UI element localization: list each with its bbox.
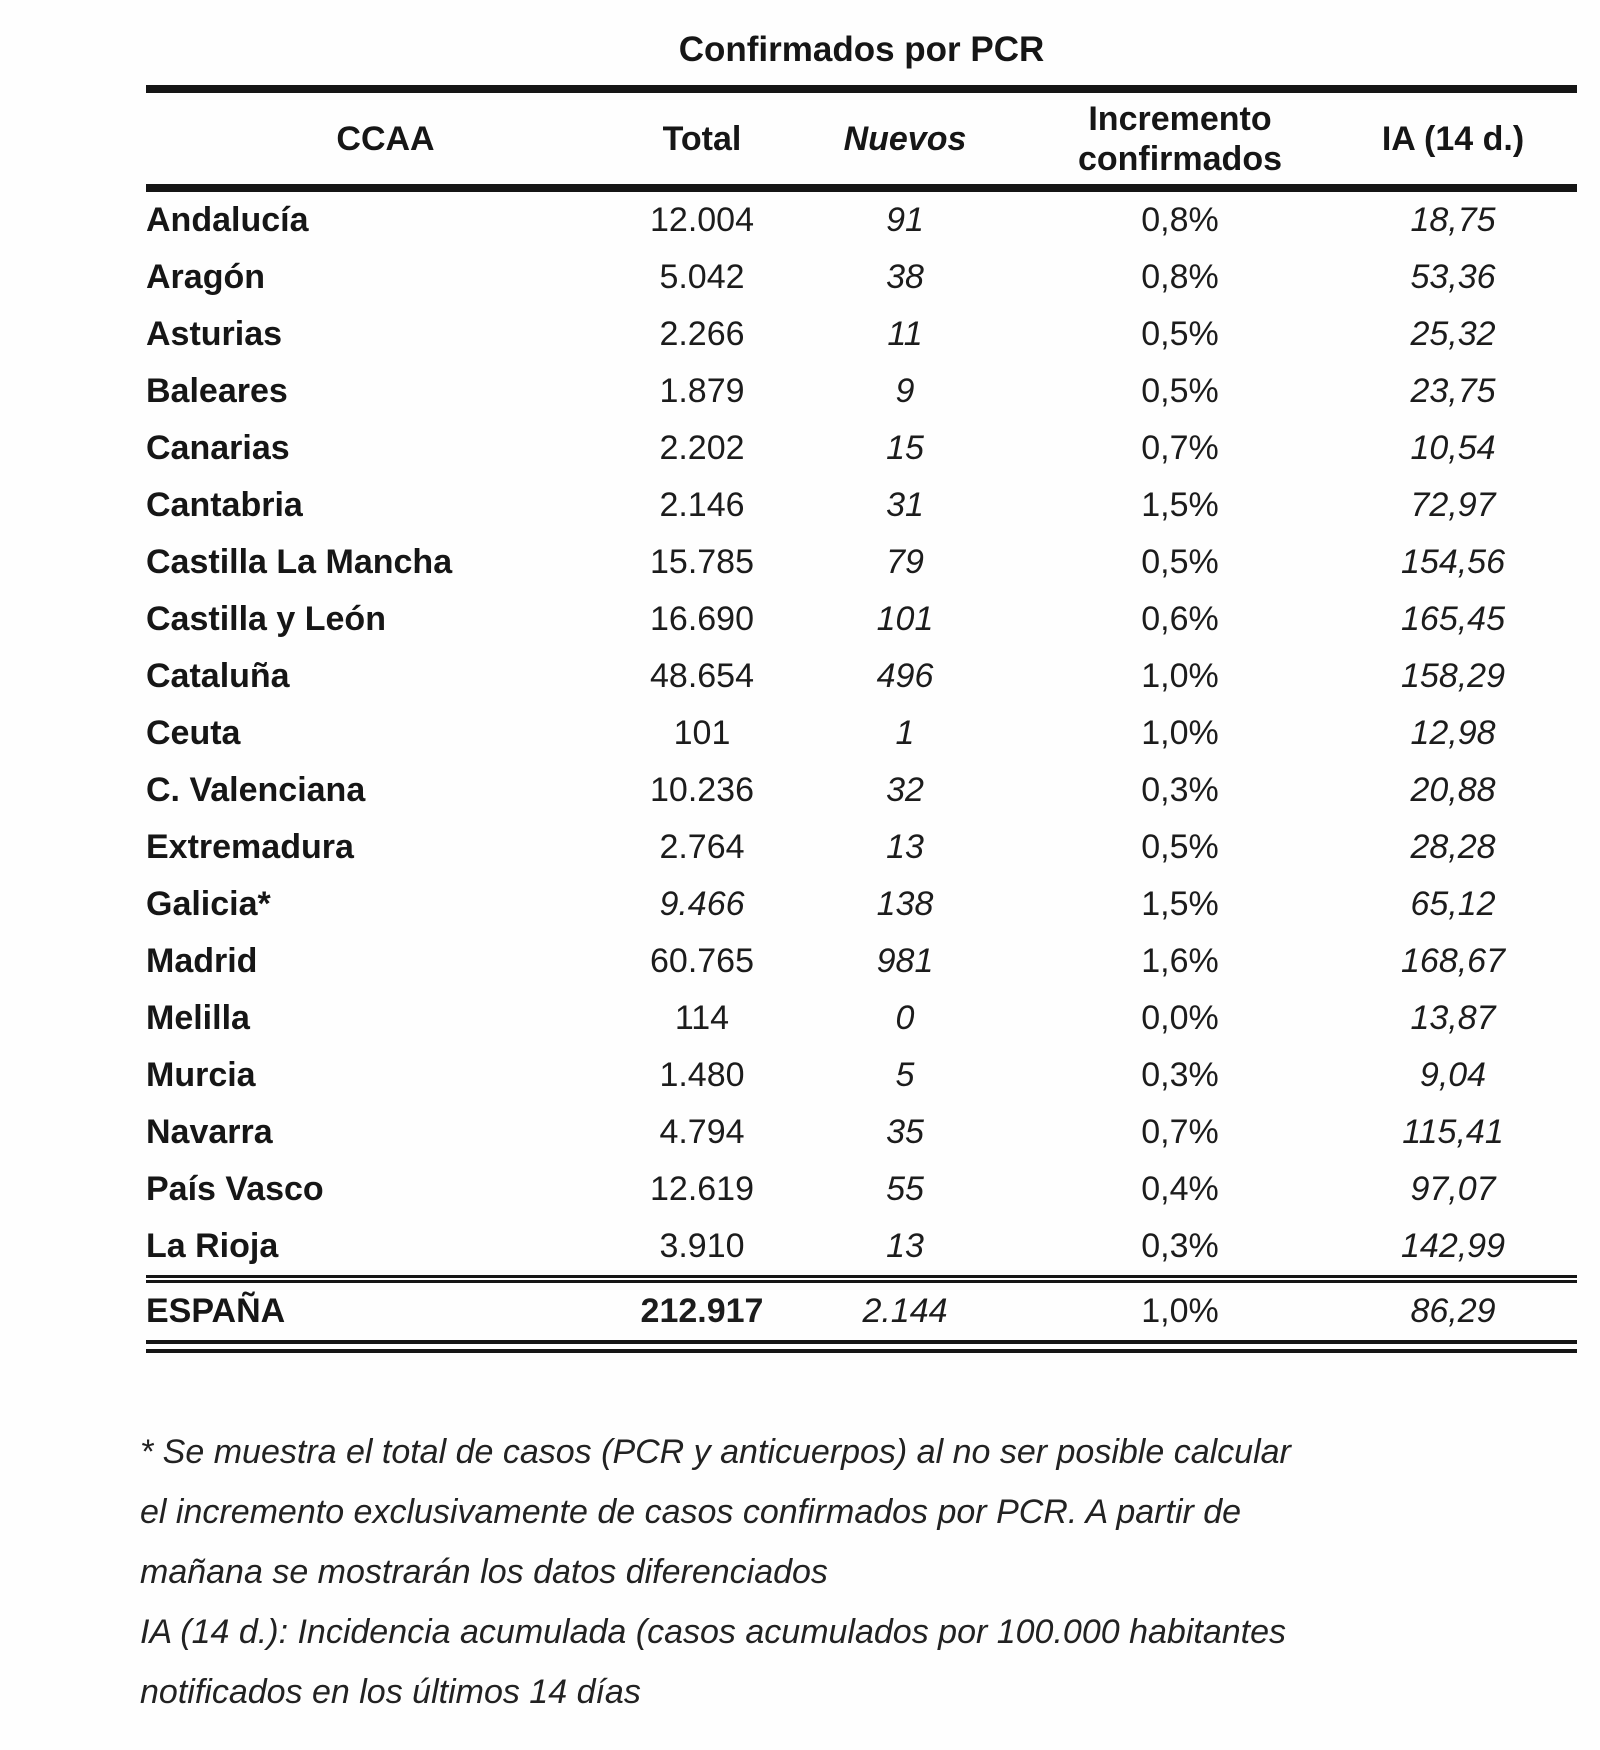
cell-nuevos: 496 xyxy=(876,657,934,695)
table-row xyxy=(146,363,1577,420)
cell-ia: 20,88 xyxy=(1410,771,1496,809)
cell-incremento: 1,5% xyxy=(1141,486,1219,524)
header-row xyxy=(146,89,1577,188)
table-row xyxy=(146,1104,1577,1161)
cell-incremento: 0,5% xyxy=(1141,315,1219,353)
table-row xyxy=(146,420,1577,477)
col-header-ccaa: CCAA xyxy=(336,119,435,158)
cell-ccaa: Castilla La Mancha xyxy=(146,543,453,581)
table-row xyxy=(146,1218,1577,1279)
cell-nuevos: 91 xyxy=(886,201,924,239)
cell-total: 4.794 xyxy=(659,1113,745,1151)
table-row xyxy=(146,648,1577,705)
cell-total: 3.910 xyxy=(659,1227,745,1265)
cell-ia: 158,29 xyxy=(1401,657,1505,695)
cell-ia: 72,97 xyxy=(1410,486,1496,524)
table-row xyxy=(146,591,1577,648)
cell-incremento: 0,3% xyxy=(1141,771,1219,809)
cell-total: 15.785 xyxy=(650,543,754,581)
cell-total: 10.236 xyxy=(650,771,754,809)
cell-incremento: 1,5% xyxy=(1141,885,1219,923)
cell-nuevos: 0 xyxy=(895,999,915,1037)
cell-ccaa: Extremadura xyxy=(146,828,354,866)
cell-total: 1.879 xyxy=(659,372,745,410)
pcr-table xyxy=(146,85,1577,1353)
cell-total: 114 xyxy=(674,999,730,1037)
cell-incremento: 0,3% xyxy=(1141,1227,1219,1265)
cell-ia: 12,98 xyxy=(1410,714,1496,752)
cell-incremento: 0,0% xyxy=(1141,999,1219,1037)
cell-nuevos: 32 xyxy=(886,771,924,809)
cell-total: 12.004 xyxy=(650,201,754,239)
cell-ia: 165,45 xyxy=(1401,600,1505,638)
cell-ccaa: Ceuta xyxy=(146,714,241,752)
cell-nuevos: 981 xyxy=(876,942,934,980)
table-row xyxy=(146,188,1577,249)
cell-nuevos: 101 xyxy=(876,600,934,638)
total-cell-ccaa: ESPAÑA xyxy=(146,1292,286,1330)
cell-total: 5.042 xyxy=(659,258,745,296)
cell-ccaa: Castilla y León xyxy=(146,600,386,638)
table-total-section xyxy=(146,1279,1577,1347)
table-title: Confirmados por PCR xyxy=(678,30,1045,69)
cell-incremento: 0,3% xyxy=(1141,1056,1219,1094)
footnote-line: mañana se mostrarán los datos diferenciados xyxy=(140,1553,828,1591)
table-row xyxy=(146,933,1577,990)
footnote-line: notificados en los últimos 14 días xyxy=(140,1673,641,1711)
col-header-nuevos: Nuevos xyxy=(843,119,967,158)
cell-ia: 10,54 xyxy=(1410,429,1496,467)
cell-nuevos: 31 xyxy=(886,486,924,524)
cell-ia: 115,41 xyxy=(1402,1113,1504,1151)
cell-ccaa: Baleares xyxy=(146,372,288,410)
cell-ccaa: C. Valenciana xyxy=(146,771,366,809)
col-header-ia: IA (14 d.) xyxy=(1381,119,1525,158)
total-cell-incremento: 1,0% xyxy=(1141,1292,1219,1330)
table-row xyxy=(146,990,1577,1047)
cell-incremento: 1,0% xyxy=(1141,714,1219,752)
cell-incremento: 0,8% xyxy=(1141,258,1219,296)
table-row xyxy=(146,1161,1577,1218)
table-row xyxy=(146,1047,1577,1104)
footnote-line: * Se muestra el total de casos (PCR y anticuerpos) al no ser posible calcular xyxy=(140,1433,1291,1471)
table-row xyxy=(146,306,1577,363)
cell-total: 16.690 xyxy=(650,600,754,638)
cell-ccaa: Asturias xyxy=(146,315,283,353)
cell-ccaa: Andalucía xyxy=(146,201,309,239)
cell-ccaa: Melilla xyxy=(146,999,250,1037)
cell-ccaa: Madrid xyxy=(146,942,258,980)
footnotes-block xyxy=(140,1422,1600,1722)
cell-nuevos: 13 xyxy=(886,1227,924,1265)
cell-total: 1.480 xyxy=(659,1056,745,1094)
cell-incremento: 0,4% xyxy=(1141,1170,1219,1208)
cell-nuevos: 9 xyxy=(895,372,915,410)
cell-ccaa: Navarra xyxy=(146,1113,273,1151)
cell-ccaa: Galicia* xyxy=(146,885,271,923)
cell-incremento: 0,5% xyxy=(1141,543,1219,581)
total-cell-total: 212.917 xyxy=(640,1292,764,1330)
table-row xyxy=(146,477,1577,534)
cell-ccaa: Aragón xyxy=(146,258,265,296)
cell-total: 9.466 xyxy=(659,885,745,923)
table-row xyxy=(146,705,1577,762)
pcr-table-block xyxy=(146,28,1577,1353)
table-row xyxy=(146,534,1577,591)
cell-incremento: 0,7% xyxy=(1141,429,1219,467)
cell-total: 2.202 xyxy=(659,429,745,467)
cell-incremento: 1,0% xyxy=(1141,657,1219,695)
cell-ia: 142,99 xyxy=(1401,1227,1505,1265)
cell-ia: 97,07 xyxy=(1410,1170,1496,1208)
cell-total: 2.266 xyxy=(659,315,745,353)
cell-ia: 18,75 xyxy=(1410,201,1496,239)
cell-total: 2.146 xyxy=(659,486,745,524)
cell-nuevos: 1 xyxy=(895,714,915,752)
cell-ia: 13,87 xyxy=(1410,999,1496,1037)
cell-ia: 168,67 xyxy=(1401,942,1505,980)
cell-total: 12.619 xyxy=(650,1170,754,1208)
cell-nuevos: 13 xyxy=(886,828,924,866)
total-cell-ia: 86,29 xyxy=(1410,1292,1496,1330)
cell-ccaa: La Rioja xyxy=(146,1227,279,1265)
cell-ia: 53,36 xyxy=(1410,258,1496,296)
cell-ia: 23,75 xyxy=(1410,372,1496,410)
cell-nuevos: 55 xyxy=(886,1170,924,1208)
total-cell-nuevos: 2.144 xyxy=(862,1292,948,1330)
cell-ia: 28,28 xyxy=(1410,828,1496,866)
cell-total: 48.654 xyxy=(650,657,754,695)
footnote-line: el incremento exclusivamente de casos confirmados por PCR. A partir de xyxy=(140,1493,1242,1531)
cell-nuevos: 38 xyxy=(886,258,924,296)
col-header-incremento: Incremento confirmados xyxy=(1077,99,1283,178)
cell-incremento: 0,7% xyxy=(1141,1113,1219,1151)
cell-total: 2.764 xyxy=(659,828,745,866)
cell-incremento: 0,6% xyxy=(1141,600,1219,638)
cell-incremento: 0,5% xyxy=(1141,372,1219,410)
cell-ia: 65,12 xyxy=(1410,885,1496,923)
cell-incremento: 0,5% xyxy=(1141,828,1219,866)
cell-ccaa: País Vasco xyxy=(146,1170,324,1208)
cell-ccaa: Murcia xyxy=(146,1056,256,1094)
footnote-line: IA (14 d.): Incidencia acumulada (casos acumulados por 100.000 habitantes xyxy=(140,1613,1286,1651)
cell-nuevos: 138 xyxy=(876,885,934,923)
table-header xyxy=(146,89,1577,188)
table-row xyxy=(146,762,1577,819)
cell-incremento: 1,6% xyxy=(1141,942,1219,980)
cell-nuevos: 35 xyxy=(886,1113,924,1151)
table-row xyxy=(146,249,1577,306)
cell-nuevos: 15 xyxy=(886,429,924,467)
col-header-total: Total xyxy=(662,119,742,158)
cell-ccaa: Canarias xyxy=(146,429,290,467)
table-row xyxy=(146,876,1577,933)
cell-ia: 154,56 xyxy=(1401,543,1505,581)
cell-ccaa: Cantabria xyxy=(146,486,303,524)
cell-ia: 9,04 xyxy=(1419,1056,1487,1094)
cell-total: 60.765 xyxy=(650,942,754,980)
cell-ia: 25,32 xyxy=(1410,315,1496,353)
table-body xyxy=(146,188,1577,1279)
cell-ccaa: Cataluña xyxy=(146,657,290,695)
cell-nuevos: 11 xyxy=(887,315,923,353)
cell-total: 101 xyxy=(673,714,731,752)
table-row xyxy=(146,819,1577,876)
total-row-espana xyxy=(146,1279,1577,1347)
cell-nuevos: 5 xyxy=(895,1056,915,1094)
cell-incremento: 0,8% xyxy=(1141,201,1219,239)
cell-nuevos: 79 xyxy=(886,543,924,581)
